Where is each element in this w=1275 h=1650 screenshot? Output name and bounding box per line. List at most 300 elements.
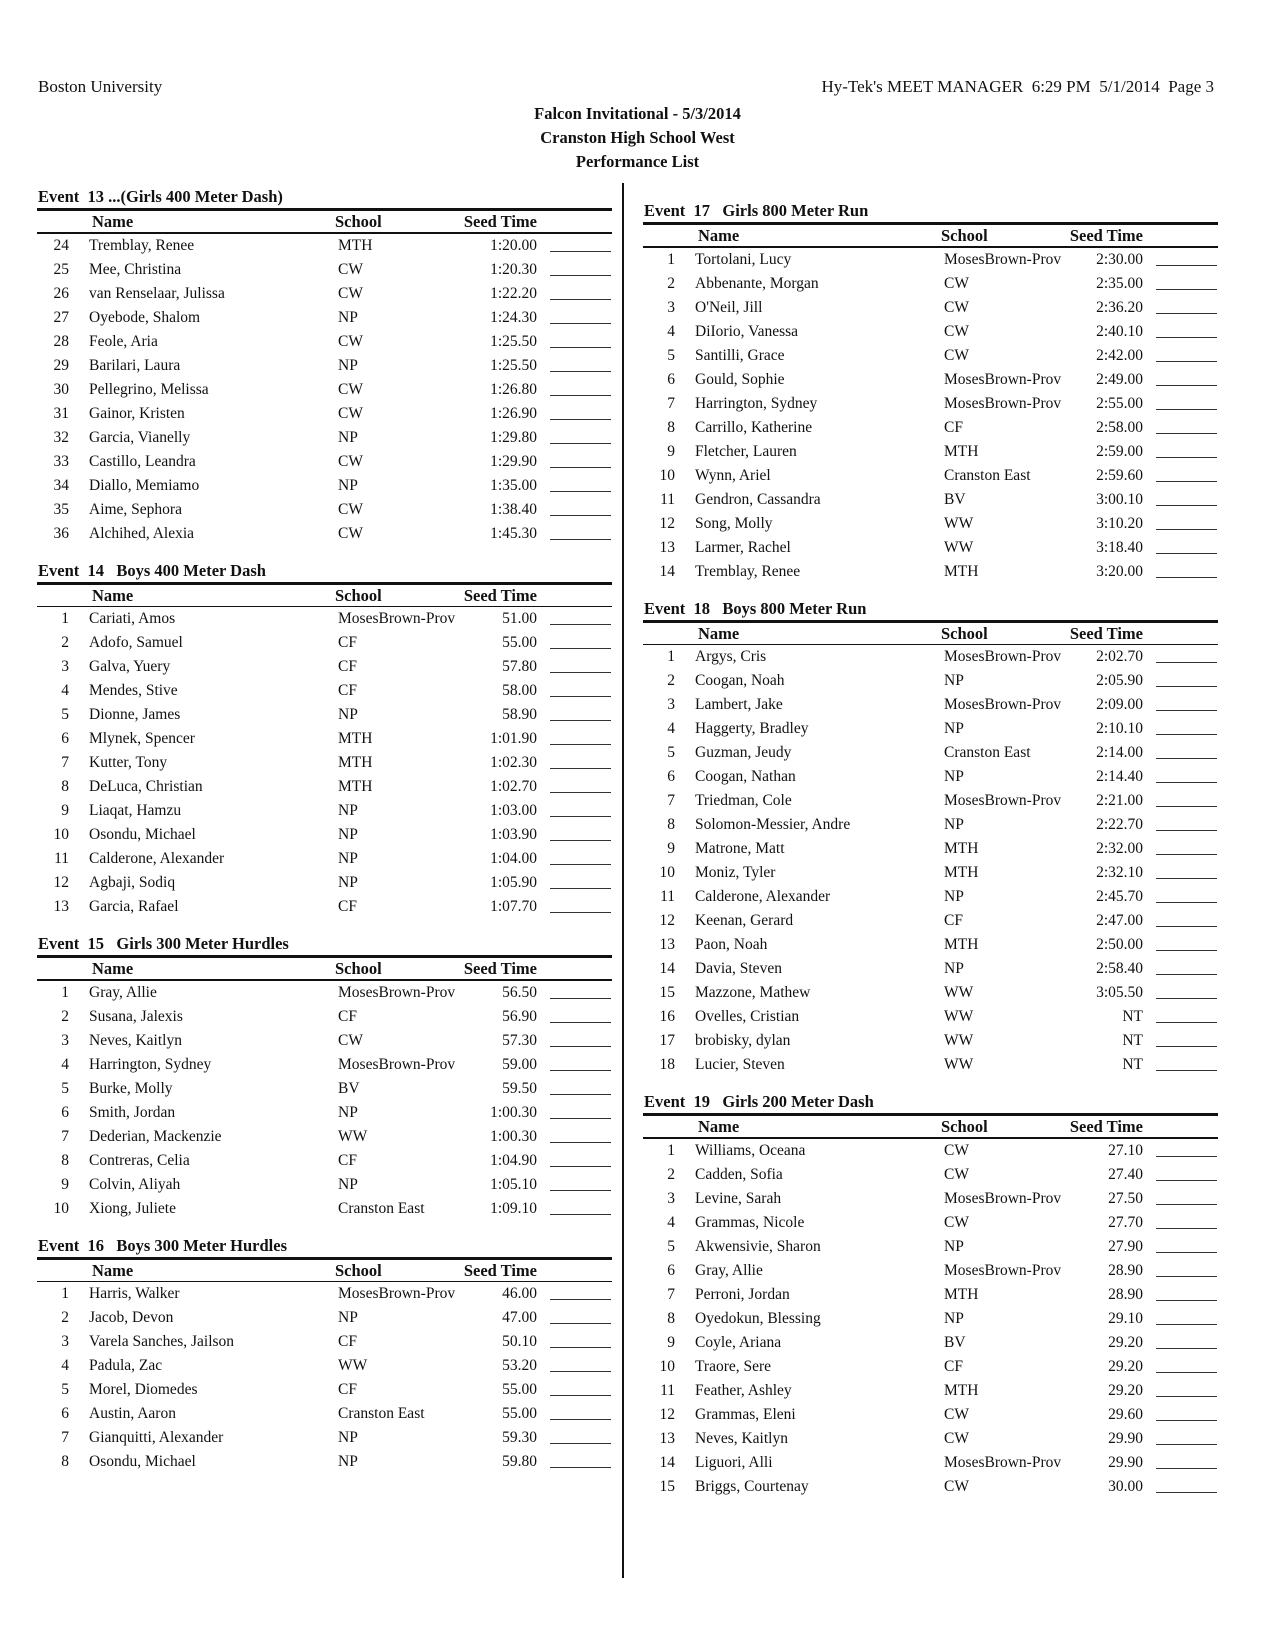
- athlete-name: Padula, Zac: [89, 1357, 163, 1374]
- seed-rank: 5: [61, 706, 69, 723]
- school-name: MosesBrown-Prov: [944, 250, 1062, 268]
- table-row: [643, 1235, 1218, 1259]
- table-row: [643, 1475, 1218, 1499]
- seed-rank: 3: [667, 1189, 675, 1207]
- athlete-name: Calderone, Alexander: [695, 888, 831, 905]
- athlete-name: Tremblay, Renee: [695, 562, 801, 580]
- school-name: MosesBrown-Prov: [338, 610, 456, 627]
- result-blank-line[interactable]: [550, 1419, 611, 1420]
- result-blank-line[interactable]: [550, 467, 611, 468]
- seed-time: 29.20: [1108, 1381, 1143, 1399]
- school-name: CW: [944, 1165, 969, 1183]
- school-name: NP: [338, 706, 358, 723]
- school-name: CW: [338, 332, 363, 350]
- result-blank-line[interactable]: [550, 696, 611, 697]
- table-row: [37, 679, 612, 703]
- table-row: [643, 981, 1218, 1005]
- school-name: CF: [338, 1333, 357, 1350]
- table-row: [37, 607, 612, 631]
- school-name: NP: [338, 802, 358, 819]
- event-section: [643, 200, 1218, 584]
- header-school: School: [941, 1117, 988, 1136]
- header-seed-time: Seed Time: [1069, 623, 1143, 643]
- result-blank-line[interactable]: [550, 251, 611, 252]
- table-row: [643, 717, 1218, 741]
- result-blank-line[interactable]: [1156, 1372, 1217, 1373]
- table-row: [643, 669, 1218, 693]
- table-row: [37, 1330, 612, 1354]
- table-row: [37, 1149, 612, 1173]
- school-name: MosesBrown-Prov: [944, 1189, 1062, 1207]
- seed-rank: 11: [660, 490, 675, 508]
- school-name: CW: [338, 284, 363, 302]
- result-blank-line[interactable]: [1156, 553, 1217, 554]
- table-row: [643, 1163, 1218, 1187]
- table-row: [37, 1282, 612, 1306]
- athlete-name: van Renselaar, Julissa: [89, 284, 225, 302]
- result-blank-line[interactable]: [550, 299, 611, 300]
- event-section: [37, 186, 612, 546]
- seed-rank: 36: [53, 524, 69, 542]
- report-title: [0, 102, 1275, 174]
- result-blank-line[interactable]: [1156, 710, 1217, 711]
- school-name: WW: [944, 538, 974, 556]
- table-row: [37, 450, 612, 474]
- result-blank-line[interactable]: [1156, 1348, 1217, 1349]
- result-blank-line[interactable]: [550, 624, 611, 625]
- result-blank-line[interactable]: [1156, 830, 1217, 831]
- seed-time: 55.00: [502, 1381, 537, 1398]
- seed-time: 2:55.00: [1096, 394, 1143, 412]
- result-blank-line[interactable]: [550, 648, 611, 649]
- seed-rank: 13: [659, 538, 675, 556]
- table-row: [643, 416, 1218, 440]
- right-column: [643, 200, 1218, 1499]
- result-blank-line[interactable]: [1156, 337, 1217, 338]
- meet-title: Falcon Invitational - 5/3/2014: [534, 104, 741, 123]
- school-name: CW: [338, 500, 363, 518]
- header-name: Name: [698, 226, 740, 245]
- seed-time: 55.00: [502, 634, 537, 651]
- school-name: NP: [338, 1453, 358, 1470]
- seed-rank: 7: [61, 1127, 69, 1145]
- result-blank-line[interactable]: [550, 1371, 611, 1372]
- school-name: NP: [944, 720, 964, 737]
- table-body: [37, 981, 612, 1221]
- table-row: [643, 272, 1218, 296]
- result-blank-line[interactable]: [1156, 1252, 1217, 1253]
- result-blank-line[interactable]: [550, 720, 611, 721]
- seed-time: 2:36.20: [1096, 298, 1143, 316]
- result-blank-line[interactable]: [1156, 385, 1217, 386]
- seed-rank: 28: [53, 332, 69, 350]
- seed-time: 2:22.70: [1096, 816, 1143, 833]
- result-blank-line[interactable]: [1156, 457, 1217, 458]
- table-row: [37, 895, 612, 919]
- seed-rank: 9: [61, 802, 69, 819]
- result-blank-line[interactable]: [550, 539, 611, 540]
- result-blank-line[interactable]: [1156, 902, 1217, 903]
- seed-rank: 6: [61, 1405, 69, 1422]
- athlete-name: Harrington, Sydney: [695, 394, 818, 412]
- athlete-name: Dederian, Mackenzie: [89, 1127, 222, 1145]
- seed-time: 57.80: [502, 658, 537, 675]
- seed-time: 29.90: [1108, 1429, 1143, 1447]
- table-row: [37, 1450, 612, 1474]
- athlete-name: Austin, Aaron: [89, 1405, 176, 1422]
- header-seed-time: Seed Time: [463, 585, 537, 605]
- result-blank-line[interactable]: [550, 491, 611, 492]
- seed-time: 59.30: [502, 1429, 537, 1446]
- school-name: MTH: [944, 840, 979, 857]
- seed-time: 27.40: [1108, 1165, 1143, 1183]
- table-row: [643, 512, 1218, 536]
- result-blank-line[interactable]: [1156, 1022, 1217, 1023]
- result-blank-line[interactable]: [550, 816, 611, 817]
- result-blank-line[interactable]: [550, 443, 611, 444]
- athlete-name: DiIorio, Vanessa: [695, 322, 799, 340]
- result-blank-line[interactable]: [550, 888, 611, 889]
- seed-time: 57.30: [502, 1031, 537, 1049]
- result-blank-line[interactable]: [1156, 289, 1217, 290]
- result-blank-line[interactable]: [1156, 505, 1217, 506]
- header-school: School: [335, 212, 382, 231]
- athlete-name: Paon, Noah: [695, 936, 768, 953]
- seed-time: 2:30.00: [1096, 250, 1143, 268]
- result-blank-line[interactable]: [550, 1022, 611, 1023]
- table-row: [37, 631, 612, 655]
- result-blank-line[interactable]: [1156, 1276, 1217, 1277]
- table-row: [643, 885, 1218, 909]
- table-row: [37, 1005, 612, 1029]
- table-row: [643, 861, 1218, 885]
- seed-time: 27.50: [1108, 1189, 1143, 1207]
- result-blank-line[interactable]: [1156, 1468, 1217, 1469]
- result-blank-line[interactable]: [1156, 1180, 1217, 1181]
- seed-rank: 3: [667, 696, 675, 713]
- seed-time: 1:29.80: [490, 428, 537, 446]
- result-blank-line[interactable]: [1156, 361, 1217, 362]
- seed-time: 1:03.90: [490, 826, 537, 843]
- table-row: [37, 1306, 612, 1330]
- result-blank-line[interactable]: [1156, 998, 1217, 999]
- athlete-name: Haggerty, Bradley: [695, 720, 809, 737]
- athlete-name: Tortolani, Lucy: [695, 250, 792, 268]
- seed-time: 1:07.70: [490, 898, 537, 915]
- athlete-name: Kutter, Tony: [89, 754, 168, 771]
- athlete-name: Gainor, Kristen: [89, 404, 185, 422]
- seed-rank: 9: [667, 1333, 675, 1351]
- result-blank-line[interactable]: [550, 864, 611, 865]
- seed-rank: 5: [61, 1079, 69, 1097]
- seed-rank: 7: [61, 754, 69, 771]
- table-row: [643, 488, 1218, 512]
- result-blank-line[interactable]: [550, 1299, 611, 1300]
- result-blank-line[interactable]: [550, 1070, 611, 1071]
- athlete-name: Larmer, Rachel: [695, 538, 791, 556]
- seed-rank: 3: [61, 658, 69, 675]
- school-name: CW: [338, 380, 363, 398]
- result-blank-line[interactable]: [1156, 926, 1217, 927]
- seed-rank: 5: [61, 1381, 69, 1398]
- result-blank-line[interactable]: [550, 323, 611, 324]
- table-row: [643, 957, 1218, 981]
- result-blank-line[interactable]: [550, 1395, 611, 1396]
- result-blank-line[interactable]: [1156, 806, 1217, 807]
- athlete-name: Fletcher, Lauren: [695, 442, 797, 460]
- result-blank-line[interactable]: [550, 744, 611, 745]
- result-blank-line[interactable]: [1156, 1156, 1217, 1157]
- table-body: [643, 1139, 1218, 1499]
- athlete-name: Liaqat, Hamzu: [89, 802, 182, 819]
- seed-rank: 24: [53, 236, 69, 254]
- result-blank-line[interactable]: [1156, 1492, 1217, 1493]
- athlete-name: Abbenante, Morgan: [695, 274, 819, 292]
- table-row: [37, 474, 612, 498]
- event-title: Event 16 Boys 300 Meter Hurdles: [38, 1235, 288, 1255]
- athlete-name: Xiong, Juliete: [89, 1199, 176, 1217]
- athlete-name: Mendes, Stive: [89, 682, 178, 699]
- seed-time: 56.90: [502, 1007, 537, 1025]
- table-row: [37, 378, 612, 402]
- table-row: [37, 426, 612, 450]
- seed-rank: 31: [53, 404, 69, 422]
- table-row: [643, 1259, 1218, 1283]
- table-row: [643, 1427, 1218, 1451]
- header-name: Name: [698, 623, 740, 643]
- table-row: [37, 402, 612, 426]
- seed-rank: 6: [61, 1103, 69, 1121]
- seed-rank: 1: [61, 610, 69, 627]
- table-row: [37, 234, 612, 258]
- athlete-name: Diallo, Memiamo: [89, 476, 200, 494]
- seed-rank: 11: [54, 850, 69, 867]
- seed-rank: 4: [61, 1055, 69, 1073]
- school-name: BV: [944, 1333, 966, 1351]
- table-row: [643, 440, 1218, 464]
- result-blank-line[interactable]: [550, 672, 611, 673]
- school-name: MosesBrown-Prov: [944, 648, 1062, 665]
- result-blank-line[interactable]: [550, 1323, 611, 1324]
- table-row: [37, 727, 612, 751]
- school-name: NP: [944, 672, 964, 689]
- result-blank-line[interactable]: [1156, 1228, 1217, 1229]
- school-name: CW: [338, 404, 363, 422]
- header-seed-time: Seed Time: [1069, 1117, 1143, 1136]
- left-column: [37, 186, 612, 1474]
- header-seed-time: Seed Time: [463, 212, 537, 231]
- result-blank-line[interactable]: [1156, 854, 1217, 855]
- seed-time: 2:58.00: [1096, 418, 1143, 436]
- seed-time: 2:21.00: [1096, 792, 1143, 809]
- seed-time: 1:00.30: [490, 1103, 537, 1121]
- result-blank-line[interactable]: [1156, 313, 1217, 314]
- school-name: WW: [944, 1008, 974, 1025]
- seed-rank: 33: [53, 452, 69, 470]
- table-row: [643, 320, 1218, 344]
- seed-time: 29.20: [1108, 1333, 1143, 1351]
- school-name: CF: [338, 682, 357, 699]
- result-blank-line[interactable]: [550, 998, 611, 999]
- athlete-name: Garcia, Rafael: [89, 898, 179, 915]
- seed-rank: 9: [61, 1175, 69, 1193]
- result-blank-line[interactable]: [550, 1046, 611, 1047]
- header-school: School: [941, 226, 988, 245]
- seed-rank: 8: [667, 1309, 675, 1327]
- seed-time: 1:09.10: [490, 1199, 537, 1217]
- result-blank-line[interactable]: [1156, 782, 1217, 783]
- result-blank-line[interactable]: [1156, 1204, 1217, 1205]
- athlete-name: Adofo, Samuel: [89, 634, 183, 651]
- table-row: [643, 933, 1218, 957]
- result-blank-line[interactable]: [550, 1214, 611, 1215]
- school-name: WW: [338, 1357, 368, 1374]
- result-blank-line[interactable]: [550, 1467, 611, 1468]
- event-title: Event 13 ...(Girls 400 Meter Dash): [38, 187, 283, 206]
- school-name: BV: [944, 490, 966, 508]
- seed-rank: 3: [61, 1031, 69, 1049]
- table-row: [37, 847, 612, 871]
- seed-time: 2:32.10: [1096, 864, 1143, 881]
- seed-time: 1:38.40: [490, 500, 537, 518]
- event-section: [37, 560, 612, 920]
- athlete-name: Liguori, Alli: [695, 1453, 773, 1471]
- result-blank-line[interactable]: [550, 275, 611, 276]
- result-blank-line[interactable]: [1156, 1396, 1217, 1397]
- result-blank-line[interactable]: [1156, 433, 1217, 434]
- result-blank-line[interactable]: [1156, 1324, 1217, 1325]
- table-row: [643, 1379, 1218, 1403]
- seed-rank: 7: [667, 1285, 675, 1303]
- result-blank-line[interactable]: [550, 840, 611, 841]
- seed-time: 3:20.00: [1096, 562, 1143, 580]
- table-row: [643, 536, 1218, 560]
- table-body: [37, 234, 612, 546]
- result-blank-line[interactable]: [550, 768, 611, 769]
- event-title: Event 15 Girls 300 Meter Hurdles: [38, 934, 289, 953]
- result-blank-line[interactable]: [1156, 481, 1217, 482]
- seed-time: 50.10: [502, 1333, 537, 1350]
- result-blank-line[interactable]: [550, 792, 611, 793]
- school-name: CW: [944, 1141, 969, 1159]
- result-blank-line[interactable]: [1156, 662, 1217, 663]
- school-name: CW: [944, 346, 969, 364]
- result-blank-line[interactable]: [1156, 409, 1217, 410]
- result-blank-line[interactable]: [550, 515, 611, 516]
- seed-time: 58.90: [502, 706, 537, 723]
- seed-time: 59.00: [502, 1055, 537, 1073]
- school-name: Cranston East: [338, 1199, 425, 1217]
- seed-rank: 15: [659, 1477, 675, 1495]
- event-gap: [37, 1221, 612, 1235]
- result-blank-line[interactable]: [1156, 529, 1217, 530]
- table-row: [643, 909, 1218, 933]
- school-name: MTH: [944, 1285, 979, 1303]
- school-name: WW: [944, 984, 974, 1001]
- table-row: [37, 306, 612, 330]
- seed-time: 1:26.90: [490, 404, 537, 422]
- result-blank-line[interactable]: [550, 1142, 611, 1143]
- seed-time: 2:02.70: [1096, 648, 1143, 665]
- athlete-name: Moniz, Tyler: [695, 864, 776, 881]
- table-row: [643, 464, 1218, 488]
- event-section: [643, 598, 1218, 1078]
- athlete-name: Gould, Sophie: [695, 370, 785, 388]
- result-blank-line[interactable]: [1156, 950, 1217, 951]
- result-blank-line[interactable]: [1156, 686, 1217, 687]
- school-name: MTH: [338, 754, 373, 771]
- result-blank-line[interactable]: [1156, 1444, 1217, 1445]
- table-row: [643, 1307, 1218, 1331]
- result-blank-line[interactable]: [550, 1166, 611, 1167]
- result-blank-line[interactable]: [550, 347, 611, 348]
- seed-time: 1:00.30: [490, 1127, 537, 1145]
- seed-rank: 8: [667, 816, 675, 833]
- seed-time: 1:25.50: [490, 356, 537, 374]
- seed-rank: 4: [667, 720, 675, 737]
- result-blank-line[interactable]: [550, 1190, 611, 1191]
- result-blank-line[interactable]: [1156, 878, 1217, 879]
- table-row: [643, 392, 1218, 416]
- result-blank-line[interactable]: [1156, 1300, 1217, 1301]
- result-blank-line[interactable]: [550, 371, 611, 372]
- seed-time: 1:45.30: [490, 524, 537, 542]
- result-blank-line[interactable]: [1156, 734, 1217, 735]
- result-blank-line[interactable]: [550, 1094, 611, 1095]
- athlete-name: Briggs, Courtenay: [695, 1477, 809, 1495]
- table-row: [37, 823, 612, 847]
- athlete-name: Grammas, Nicole: [695, 1213, 805, 1231]
- header-seed-time: Seed Time: [1069, 226, 1143, 245]
- table-row: [643, 741, 1218, 765]
- school-name: Cranston East: [338, 1405, 425, 1422]
- school-name: CW: [338, 260, 363, 278]
- result-blank-line[interactable]: [1156, 1420, 1217, 1421]
- seed-rank: 17: [659, 1032, 675, 1049]
- school-name: MTH: [944, 442, 979, 460]
- school-name: MTH: [944, 936, 979, 953]
- result-blank-line[interactable]: [550, 1443, 611, 1444]
- seed-rank: 1: [667, 1141, 675, 1159]
- result-blank-line[interactable]: [1156, 758, 1217, 759]
- result-blank-line[interactable]: [1156, 265, 1217, 266]
- result-blank-line[interactable]: [550, 395, 611, 396]
- seed-rank: 14: [659, 1453, 675, 1471]
- header-name: Name: [92, 585, 134, 605]
- result-blank-line[interactable]: [1156, 577, 1217, 578]
- seed-time: 59.80: [502, 1453, 537, 1470]
- result-blank-line[interactable]: [1156, 974, 1217, 975]
- seed-rank: 8: [61, 778, 69, 795]
- seed-rank: 8: [667, 418, 675, 436]
- seed-rank: 15: [659, 984, 675, 1001]
- seed-rank: 5: [667, 744, 675, 761]
- seed-time: 51.00: [502, 610, 537, 627]
- result-blank-line[interactable]: [550, 1347, 611, 1348]
- table-row: [37, 1402, 612, 1426]
- result-blank-line[interactable]: [550, 419, 611, 420]
- athlete-name: Colvin, Aliyah: [89, 1175, 181, 1193]
- athlete-name: Varela Sanches, Jailson: [89, 1333, 235, 1350]
- result-blank-line[interactable]: [1156, 1046, 1217, 1047]
- result-blank-line[interactable]: [550, 912, 611, 913]
- result-blank-line[interactable]: [550, 1118, 611, 1119]
- table-row: [643, 368, 1218, 392]
- table-row: [643, 1451, 1218, 1475]
- result-blank-line[interactable]: [1156, 1070, 1217, 1071]
- seed-time: 29.10: [1108, 1309, 1143, 1327]
- school-name: NP: [944, 960, 964, 977]
